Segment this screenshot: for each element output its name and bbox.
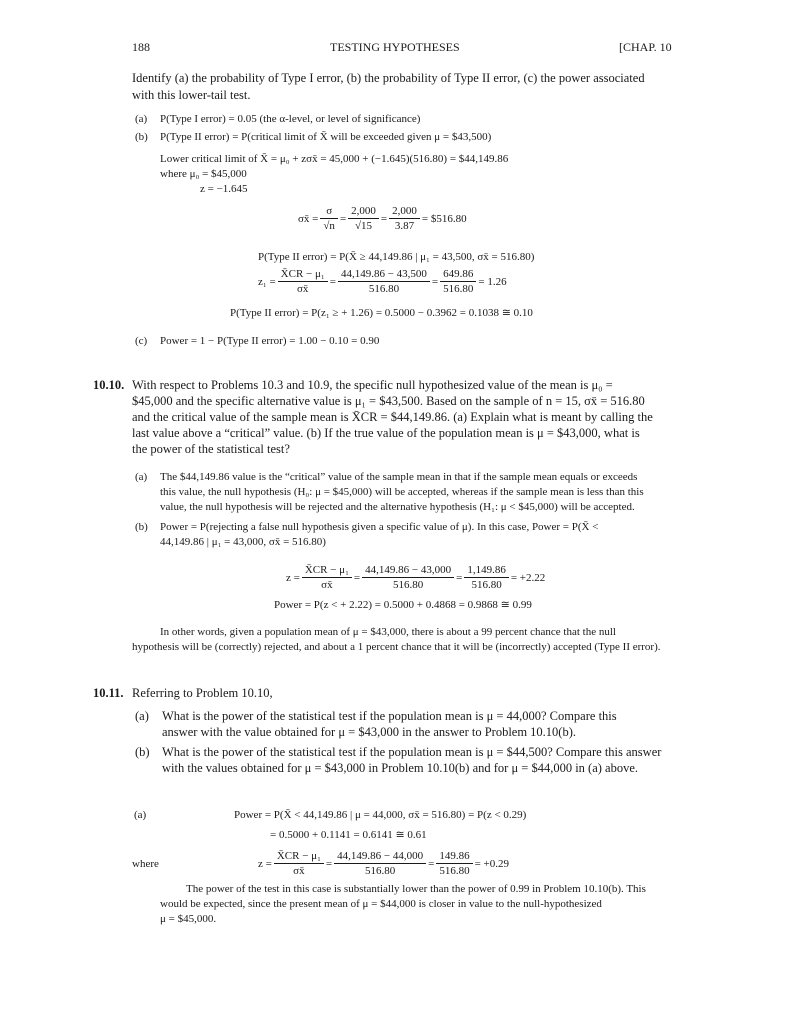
sigma-lhs: σx̄ =: [298, 212, 319, 225]
problem-number-1010: 10.10.: [93, 378, 125, 392]
z1-num-1: X̄CR − μ₁: [278, 267, 328, 282]
p1011-z-num-1: X̄CR − μ₁: [274, 849, 324, 864]
sigma-result: = $516.80: [421, 212, 467, 225]
p1011-power-line-2: = 0.5000 + 0.1141 = 0.6141 ≅ 0.61: [270, 829, 427, 841]
sigma-num-1: σ: [320, 204, 338, 219]
problem-number-1011: 10.11.: [93, 686, 124, 700]
sol-c-label: (c): [135, 335, 148, 347]
p1011-a-line-1: What is the power of the statistical test if the population mean is μ = 44,000? Compare this: [162, 709, 617, 723]
p1011-z-equation: z = $\frac{\text{X̄CR − μ₁}}{\sigma x̄}$ = $\frac{44,149.86 - 44,000}{516.80}$ = $\frac{149.86}{516.80}$ = +0.29: [258, 850, 509, 877]
p1011-sol-a-label: (a): [134, 809, 147, 821]
z1-frac-2: [338, 267, 430, 296]
p1011-a-line-2: answer with the value obtained for μ = $43,000 in the answer to Problem 10.10(b).: [162, 725, 577, 739]
p1011-z-den-2: 516.80: [364, 865, 396, 877]
p1010-a-line-2: this value, the null hypothesis (H₀: μ = $45,000) will be accepted, whereas if the sample mean is less than this: [160, 486, 644, 498]
p1010-z-num-2: 44,149.86 − 43,000: [362, 563, 454, 578]
sol-b-label: (b): [135, 131, 148, 143]
p1010-z-den-2: 516.80: [392, 579, 424, 591]
p1010-line-5: the power of the statistical test?: [132, 442, 290, 456]
p-type2-error-b: P(Type II error) = P(z₁ ≥ + 1.26) = 0.5000 − 0.3962 = 0.1038 ≅ 0.10: [230, 307, 533, 319]
z1-frac-3: [440, 267, 476, 296]
p1011-conclusion-line-3: μ = $45,000.: [160, 913, 217, 925]
p1010-z-frac-1: [302, 563, 352, 592]
p1010-z-result: = +2.22: [510, 571, 546, 584]
sol-b-text: P(Type II error) = P(critical limit of X̄ will be exceeded given μ = $43,500): [160, 131, 492, 143]
p1011-conclusion-line-2: would be expected, since the present mean of μ = $44,000 is closer in value to the null-hypothesized: [160, 898, 602, 910]
sigma-den-3: 3.87: [394, 220, 415, 232]
p1011-b-line-2: with the values obtained for μ = $43,000 in Problem 10.10(b) and for μ = $44,000 in (a) above.: [162, 761, 639, 775]
p1010-z-num-1: X̄CR − μ₁: [302, 563, 352, 578]
p1011-z-lhs: z =: [258, 857, 272, 870]
p1010-line-2: $45,000 and the specific alternative value is μ₁ = $43,500. Based on the sample of n = 15, σx̄ = 516.80: [132, 394, 645, 408]
p1010-power: Power = P(z < + 2.22) = 0.5000 + 0.4868 = 0.9868 ≅ 0.99: [274, 599, 532, 611]
p1010-conclusion-line-2: hypothesis will be (correctly) rejected, and about a 1 percent chance that it will be (incorrectly) accepted (Type II error).: [132, 641, 661, 653]
z1-lhs: z₁ =: [258, 275, 276, 288]
z1-num-2: 44,149.86 − 43,500: [338, 267, 430, 282]
p1010-z-frac-2: [362, 563, 454, 592]
z1-frac-1: [278, 267, 328, 296]
p1010-a-label: (a): [135, 471, 148, 483]
p1010-z-den-1: σx̄: [321, 579, 333, 591]
sol-a-label: (a): [135, 113, 148, 125]
p1010-b-line-2: 44,149.86 | μ₁ = 43,000, σx̄ = 516.80): [160, 536, 326, 548]
p1010-b-line-1: Power = P(rejecting a false null hypothesis given a specific value of μ). In this case, Power = P(X̄ <: [160, 521, 599, 533]
intro-line-1: Identify (a) the probability of Type I error, (b) the probability of Type II error, (c) the power associated: [132, 71, 645, 85]
p1011-b-line-1: What is the power of the statistical test if the population mean is μ = $44,500? Compare this answer: [162, 745, 662, 759]
page-number: 188: [132, 40, 150, 54]
p1011-z-frac-3: [436, 849, 472, 878]
sol-a-text: P(Type I error) = 0.05 (the α-level, or level of significance): [160, 113, 421, 125]
z1-equation: z₁ = $\frac{\text{X̄CR − μ₁}}{\sigma x̄}$ = $\frac{44,149.86 - 43,500}{516.80}$ = $\frac{649.86}{516.80}$ = 1.26: [258, 268, 507, 295]
chapter-label: [CHAP. 10: [619, 40, 672, 54]
p1011-z-result: = +0.29: [474, 857, 509, 870]
p1011-intro: Referring to Problem 10.10,: [132, 686, 273, 700]
z-value: z = −1.645: [200, 183, 248, 195]
p1010-conclusion-line-1: In other words, given a population mean of μ = $43,000, there is about a 99 percent chance that the null: [160, 626, 616, 638]
p1011-z-num-3: 149.86: [436, 849, 472, 864]
p-type2-error-a: P(Type II error) = P(X̄ ≥ 44,149.86 | μ₁ = 43,500, σx̄ = 516.80): [258, 251, 535, 263]
running-title: TESTING HYPOTHESES: [330, 40, 460, 54]
sigma-den-1: √n: [323, 220, 335, 232]
p1011-z-den-3: 516.80: [439, 865, 470, 877]
p1010-a-line-1: The $44,149.86 value is the “critical” value of the sample mean in that if the sample mean equals or exceeds: [160, 471, 638, 483]
intro-line-2: with this lower-tail test.: [132, 88, 251, 102]
sigma-num-3: 2,000: [389, 204, 420, 219]
p1010-z-num-3: 1,149.86: [464, 563, 509, 578]
p1010-line-4: last value above a “critical” value. (b) If the true value of the population mean is μ = $43,000, what is: [132, 426, 640, 440]
z1-num-3: 649.86: [440, 267, 476, 282]
z1-den-2: 516.80: [368, 283, 400, 295]
p1011-conclusion-line-1: The power of the test in this case is substantially lower than the power of 0.99 in Problem 10.10(b). This: [186, 883, 646, 895]
where-mu0: where μ₀ = $45,000: [160, 168, 247, 180]
p1010-b-label: (b): [135, 521, 148, 533]
sigma-den-2: √15: [355, 220, 373, 232]
p1011-a-label: (a): [135, 709, 149, 723]
sigma-num-2: 2,000: [348, 204, 379, 219]
p1010-z-frac-3: [464, 563, 509, 592]
z1-den-3: 516.80: [443, 283, 474, 295]
sigma-frac-1: [320, 204, 338, 233]
p1011-power-line-1: Power = P(X̄ < 44,149.86 | μ = 44,000, σx̄ = 516.80) = P(z < 0.29): [234, 809, 527, 821]
p1011-z-frac-1: [274, 849, 324, 878]
p1011-z-den-1: σx̄: [293, 865, 305, 877]
p1011-z-num-2: 44,149.86 − 44,000: [334, 849, 426, 864]
p1010-line-1: With respect to Problems 10.3 and 10.9, the specific null hypothesized value of the mean is μ₀ =: [132, 378, 613, 392]
p1010-line-3: and the critical value of the sample mean is X̄CR = $44,149.86. (a) Explain what is meant by calling the: [132, 410, 653, 424]
p1010-a-line-3: value, the null hypothesis will be rejected and the alternative hypothesis (H₁: μ < $45,000) will be accepted.: [160, 501, 635, 513]
sigma-frac-3: [389, 204, 420, 233]
p1010-z-equation: z = $\frac{\text{X̄CR − μ₁}}{\sigma x̄}$ = $\frac{44,149.86 - 43,000}{516.80}$ = $\frac{1,149.86}{516.80}$ = +2.22: [286, 564, 546, 591]
p1011-z-frac-2: [334, 849, 426, 878]
sigma-equation: σx̄ = $\frac{\sigma}{√n}$ = $\frac{2,000}{√15}$ = $\frac{2,000}{3.87}$ = $516.80: [298, 205, 467, 232]
sigma-frac-2: [348, 204, 379, 233]
p1011-where: where: [132, 858, 159, 870]
p1010-z-lhs: z =: [286, 571, 300, 584]
p1011-b-label: (b): [135, 745, 150, 759]
z1-result: = 1.26: [478, 275, 507, 288]
z1-den-1: σx̄: [296, 283, 309, 295]
p1010-z-den-3: 516.80: [471, 579, 502, 591]
lower-critical-limit: Lower critical limit of X̄ = μ₀ + zσx̄ = 45,000 + (−1.645)(516.80) = $44,149.86: [160, 153, 509, 165]
sol-c-text: Power = 1 − P(Type II error) = 1.00 − 0.10 = 0.90: [160, 335, 380, 347]
